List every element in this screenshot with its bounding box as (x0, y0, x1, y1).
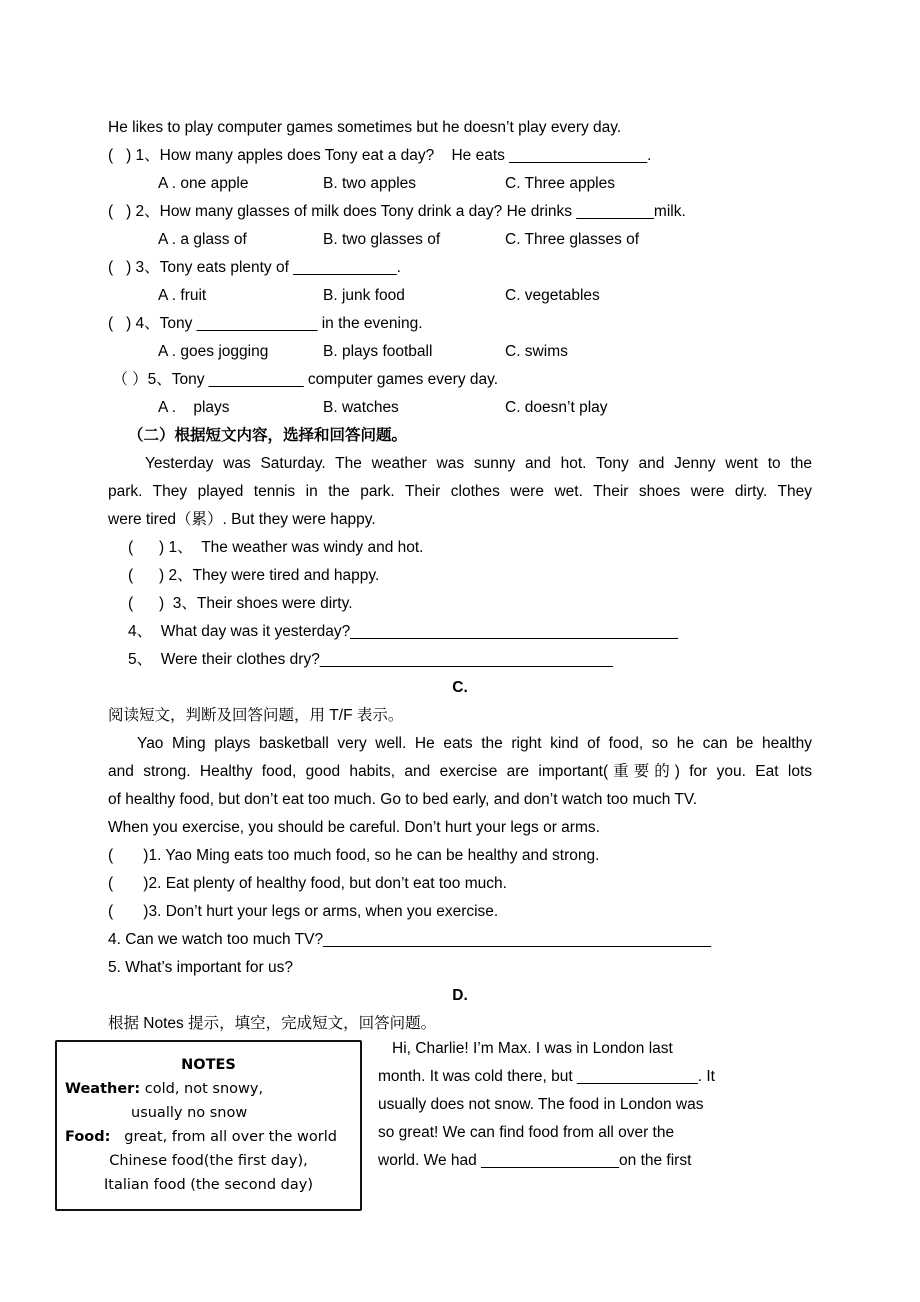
tf-item-b-1: ( ) 1、 The weather was windy and hot. (128, 539, 424, 556)
option-b: B. two glasses of (323, 231, 441, 248)
tf-item-c-2: ( )2. Eat plenty of healthy food, but don’t eat too much. (108, 875, 507, 892)
section-c-label: C. (452, 679, 468, 696)
option-c: C. doesn’t play (505, 399, 608, 416)
question-c-5: 5. What’s important for us? (108, 959, 293, 976)
question-2-options (108, 226, 812, 254)
option-b: B. junk food (323, 287, 405, 304)
option-b: B. watches (323, 399, 399, 416)
question-3-options (108, 282, 812, 310)
passage-c-line-2: and strong. Healthy food, good habits, and exercise are important(重要的) for you. Eat lots (108, 763, 812, 780)
notes-weather-line-2: usually no snow (131, 1105, 248, 1121)
passage-b-line-3: were tired（累）. But they were happy. (108, 511, 376, 528)
section-d-instruction: 根据 Notes 提示，填空，完成短文，回答问题。 (108, 1015, 437, 1032)
option-b: B. plays football (323, 343, 433, 360)
passage-c-line-3: of healthy food, but don’t eat too much. Go to bed early, and don’t watch too much TV. (108, 791, 698, 808)
option-b: B. two apples (323, 175, 417, 192)
option-c: C. Three apples (505, 175, 615, 192)
letter-line-5: world. We had ________________on the first (378, 1152, 692, 1169)
question-2-stem: ( ) 2、How many glasses of milk does Tony drink a day? He drinks _________milk. (108, 203, 686, 220)
letter-line-4: so great! We can find food from all over the (378, 1124, 675, 1141)
passage-c-line-1: Yao Ming plays basketball very well. He eats the right kind of food, so he can be healthy (137, 735, 812, 752)
notes-food-line-2: Chinese food(the first day), (109, 1153, 308, 1169)
question-1-stem: ( ) 1、How many apples does Tony eat a day? He eats ________________. (108, 147, 652, 164)
notes-food-line-3: Italian food (the second day) (104, 1177, 313, 1193)
question-1-options (108, 170, 812, 198)
notes-food-line (65, 1125, 352, 1149)
question-4-options (108, 338, 812, 366)
question-4-stem: ( ) 4、Tony ______________ in the evening. (108, 315, 423, 332)
notes-weather-label: Weather: (65, 1081, 141, 1097)
question-b-5: 5、 Were their clothes dry?__________________________________ (128, 651, 613, 668)
passage-b-line-2: park. They played tennis in the park. Their clothes were wet. Their shoes were dirty. They (108, 483, 812, 500)
option-a: A . a glass of (158, 231, 247, 248)
tf-item-b-3: ( ) 3、Their shoes were dirty. (128, 595, 353, 612)
option-c: C. swims (505, 343, 568, 360)
option-c: C. Three glasses of (505, 231, 640, 248)
section-c-instruction: 阅读短文，判断及回答问题，用 T/F 表示。 (108, 707, 404, 724)
notes-weather-line (65, 1077, 352, 1101)
reading-intro-line: He likes to play computer games sometimes but he doesn’t play every day. (108, 119, 622, 136)
notes-food-label: Food: (65, 1129, 111, 1145)
option-a: A . plays (158, 399, 230, 416)
question-5-stem: （ ）5、Tony ___________ computer games every day. (108, 371, 499, 388)
tf-item-c-3: ( )3. Don’t hurt your legs or arms, when you exercise. (108, 903, 499, 920)
passage-c-line-4: When you exercise, you should be careful. Don’t hurt your legs or arms. (108, 819, 600, 836)
option-a: A . fruit (158, 287, 207, 304)
section-b-heading: （二）根据短文内容，选择和回答问题。 (128, 427, 408, 444)
section-d-label: D. (452, 987, 468, 1004)
letter-line-2: month. It was cold there, but ______________. It (378, 1068, 715, 1085)
notes-title: NOTES (181, 1057, 236, 1073)
notes-weather-text: cold, not snowy, (140, 1081, 264, 1097)
letter-line-1: Hi, Charlie! I’m Max. I was in London last (392, 1040, 673, 1057)
option-a: A . one apple (158, 175, 249, 192)
passage-b-line-1: Yesterday was Saturday. The weather was sunny and hot. Tony and Jenny went to the (145, 455, 812, 472)
question-b-4: 4、 What day was it yesterday?______________________________________ (128, 623, 678, 640)
tf-item-c-1: ( )1. Yao Ming eats too much food, so he can be healthy and strong. (108, 847, 600, 864)
option-c: C. vegetables (505, 287, 600, 304)
question-3-stem: ( ) 3、Tony eats plenty of ____________. (108, 259, 401, 276)
notes-food-text: great, from all over the world (110, 1129, 337, 1145)
option-a: A . goes jogging (158, 343, 269, 360)
section-d-body (55, 1040, 812, 1211)
letter-line-3: usually does not snow. The food in London was (378, 1096, 704, 1113)
question-5-options (108, 394, 812, 422)
notes-box (55, 1040, 362, 1211)
tf-item-b-2: ( ) 2、They were tired and happy. (128, 567, 380, 584)
letter-text (378, 1035, 778, 1175)
question-c-4: 4. Can we watch too much TV?_____________________________________________ (108, 931, 712, 948)
